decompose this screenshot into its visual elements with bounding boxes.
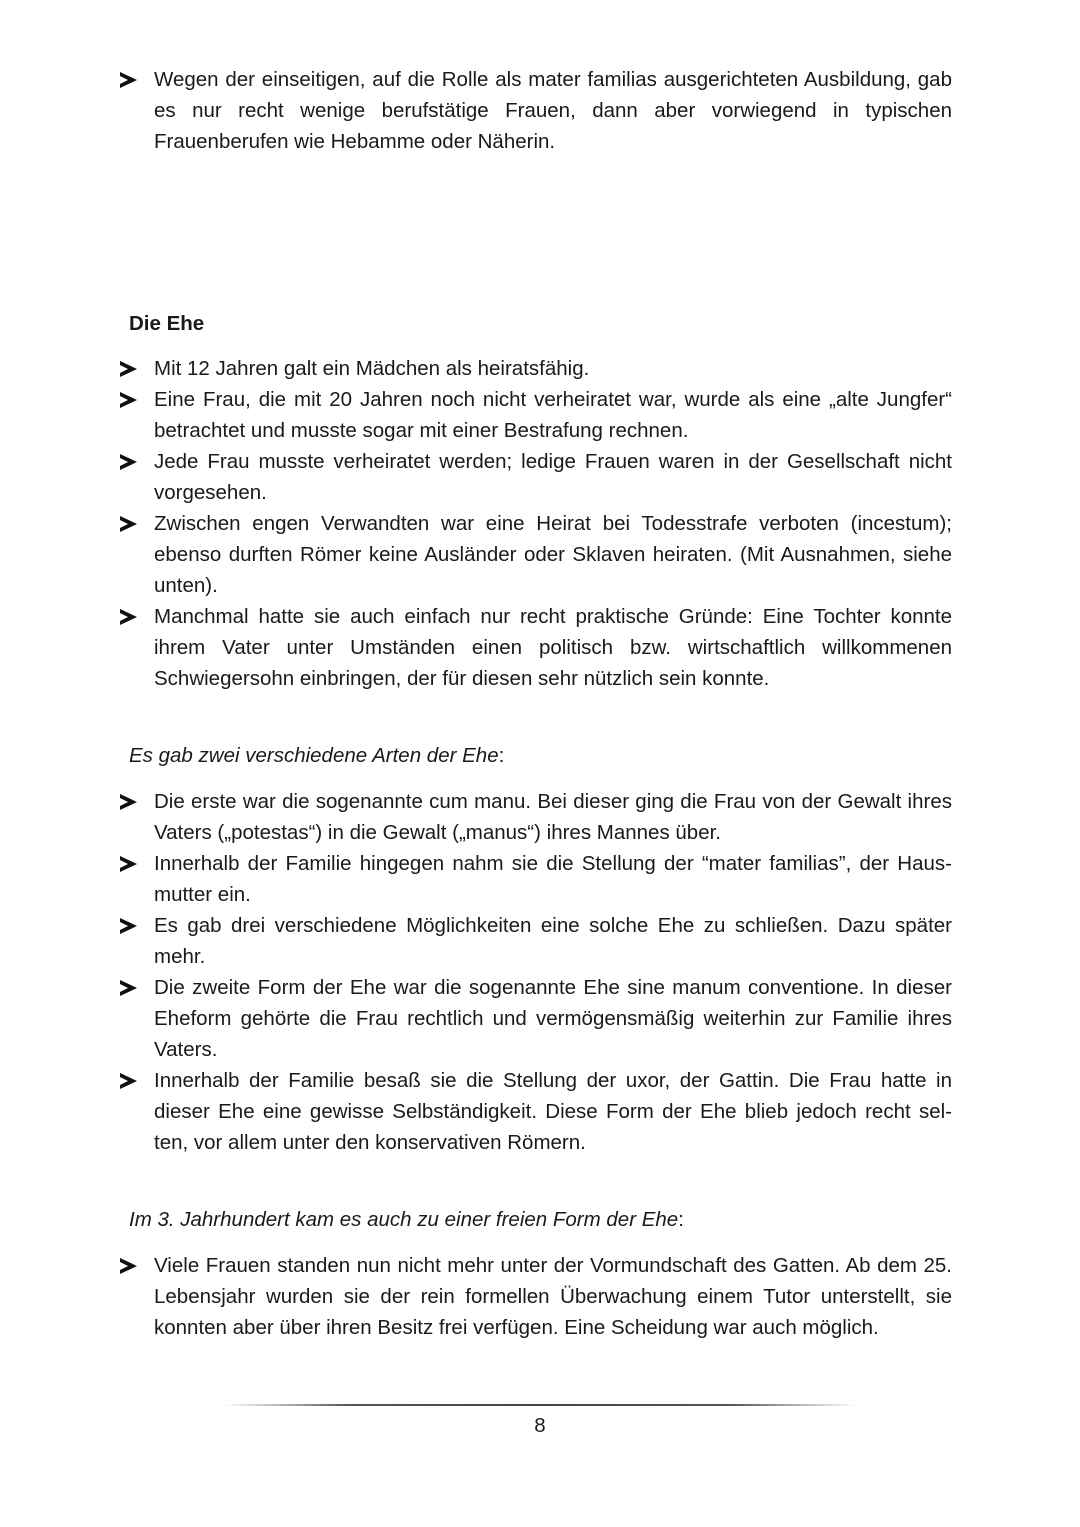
- bullet-text: Eine Frau, die mit 20 Jahren noch nicht verheiratet war, wurde als eine „alte Jungfer“ betrachtet und musste sogar mit einer Bestrafung rechnen.: [154, 388, 952, 442]
- list-item: [120, 384, 952, 446]
- page-number: 8: [534, 1414, 546, 1437]
- arrow-bullet-icon: [120, 609, 137, 625]
- arten-bullet-list: [120, 786, 952, 1158]
- intro-text: Im 3. Jahrhundert kam es auch zu einer freien Form der Ehe: [129, 1208, 679, 1231]
- bullet-text: Innerhalb der Familie hingegen nahm sie die Stellung der “mater familias”, der Haus-mutter ein.: [154, 852, 952, 906]
- arten-intro: [129, 740, 504, 771]
- bullet-text: Mit 12 Jahren galt ein Mädchen als heiratsfähig.: [154, 357, 590, 380]
- ehe-bullet-list: [120, 353, 952, 694]
- list-item: [120, 353, 952, 384]
- arrow-bullet-icon: [120, 516, 137, 532]
- bullet-text: Es gab drei verschiedene Möglichkeiten eine solche Ehe zu schließen. Dazu später mehr.: [154, 914, 952, 968]
- bullet-text: Viele Frauen standen nun nicht mehr unter der Vormundschaft des Gatten. Ab dem 25. Lebensjahr wurden sie der rein formellen Überwachung einem Tutor unterstellt, sie konnten aber über ihren Besitz frei verfügen. Eine Scheidung war auch möglich.: [154, 1254, 952, 1339]
- arrow-bullet-icon: [120, 1258, 137, 1274]
- bullet-text: Manchmal hatte sie auch einfach nur recht praktische Gründe: Eine Tochter konnte ihrem Vater unter Umständen einen politisch bzw. wirtschaftlich willkommenen Schwiegersohn einbringen, der für diesen sehr nützlich sein konnte.: [154, 605, 952, 690]
- bullet-text: Jede Frau musste verheiratet werden; ledige Frauen waren in der Gesellschaft nicht vorgesehen.: [154, 450, 952, 504]
- intro-text: Es gab zwei verschiedene Arten der Ehe: [129, 744, 499, 767]
- arrow-bullet-icon: [120, 980, 137, 996]
- list-item: [120, 601, 952, 694]
- arrow-bullet-icon: [120, 794, 137, 810]
- arrow-bullet-icon: [120, 1073, 137, 1089]
- bullet-text: Zwischen engen Verwandten war eine Heirat bei Todesstrafe verboten (incestum); ebenso durften Römer keine Ausländer oder Sklaven heiraten. (Mit Ausnahmen, siehe unten).: [154, 512, 952, 597]
- list-item: [120, 910, 952, 972]
- list-item: [120, 446, 952, 508]
- list-item: [120, 972, 952, 1065]
- list-item: [120, 1065, 952, 1158]
- footer-divider: [225, 1404, 855, 1406]
- list-item: [120, 848, 952, 910]
- arrow-bullet-icon: [120, 454, 137, 470]
- bullet-text: Die erste war die sogenannte cum manu. Bei dieser ging die Frau von der Gewalt ihres Vaters („potestas“) in die Gewalt („manus“) ihres Mannes über.: [154, 790, 952, 844]
- arrow-bullet-icon: [120, 918, 137, 934]
- arrow-bullet-icon: [120, 392, 137, 408]
- arrow-bullet-icon: [120, 856, 137, 872]
- arrow-bullet-icon: [120, 361, 137, 377]
- frei-bullet-list: [120, 1250, 952, 1343]
- bullet-text: Die zweite Form der Ehe war die sogenannte Ehe sine manum conventione. In dieser Eheform gehörte die Frau rechtlich und vermögensmäßig weiterhin zur Familie ihres Vaters.: [154, 976, 952, 1061]
- list-item: [120, 786, 952, 848]
- list-item: [120, 508, 952, 601]
- bullet-text: Wegen der einseitigen, auf die Rolle als mater familias ausgerichteten Ausbildung, gab es nur recht wenige berufstätige Frauen, dann aber vorwiegend in typischen Frauenberufen wie Hebamme oder Näherin.: [154, 68, 952, 153]
- section-heading: Die Ehe: [129, 312, 205, 335]
- intro-colon: :: [498, 744, 505, 767]
- arrow-bullet-icon: [120, 72, 137, 88]
- bullet-text: Innerhalb der Familie besaß sie die Stellung der uxor, der Gattin. Die Frau hatte in dieser Ehe eine gewisse Selbständigkeit. Diese Form der Ehe blieb jedoch recht sel-ten, vor allem unter den konservativen Römern.: [154, 1069, 952, 1154]
- top-bullet-list: [120, 64, 952, 157]
- list-item: [120, 1250, 952, 1343]
- intro-colon: :: [678, 1208, 684, 1231]
- list-item: [120, 64, 952, 157]
- frei-intro: [129, 1204, 684, 1235]
